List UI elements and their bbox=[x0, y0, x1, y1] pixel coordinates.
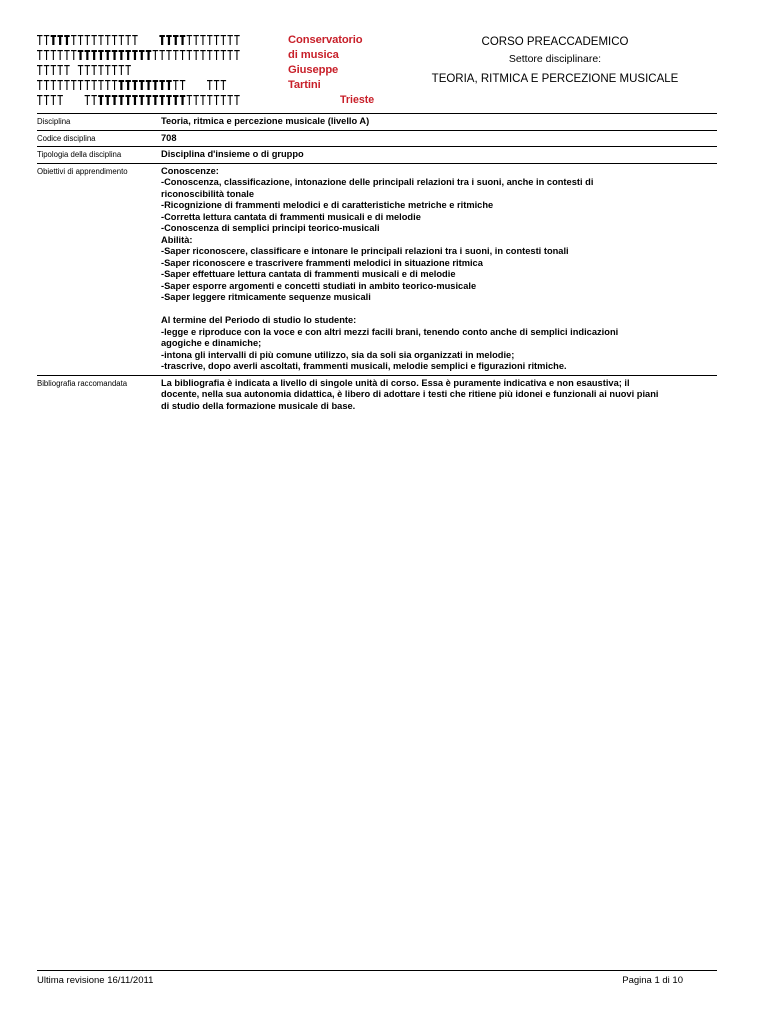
value-line: docente, nella sua autonomia didattica, è libero di adottare i testi che ritiene più idonei e funzionali ai nuovi piani bbox=[161, 389, 659, 399]
value-line: -trascrive, dopo averli ascoltati, frammenti musicali, melodie semplici e figurazioni ritmiche. bbox=[161, 361, 567, 371]
value-line: 708 bbox=[161, 132, 177, 143]
course-details-table bbox=[37, 113, 717, 414]
row-value bbox=[161, 149, 717, 161]
value-line: Conoscenze: bbox=[161, 165, 219, 176]
value-line: riconoscibilità tonale bbox=[161, 188, 254, 199]
value-line: agogiche e dinamiche; bbox=[161, 338, 262, 348]
course-name: TEORIA, RITMICA E PERCEZIONE MUSICALE bbox=[431, 73, 679, 85]
value-line: -Ricognizione di frammenti melodici e di caratteristiche metriche e ritmiche bbox=[161, 200, 494, 210]
table-row bbox=[37, 113, 717, 130]
value-line: Abilità: bbox=[161, 234, 193, 245]
row-value bbox=[161, 133, 717, 145]
row-label: Bibliografia raccomandata bbox=[37, 378, 128, 388]
conservatorio-logo-text bbox=[288, 33, 398, 106]
row-value bbox=[161, 378, 717, 413]
row-value bbox=[161, 116, 717, 128]
page-number: Pagina 1 di 10 bbox=[622, 975, 683, 986]
value-line: -Saper leggere ritmicamente sequenze musicali bbox=[161, 292, 371, 302]
value-line: -Saper esporre argomenti e concetti studiati in ambito teorico-musicale bbox=[161, 280, 477, 291]
value-line: di studio della formazione musicale di base. bbox=[161, 400, 356, 411]
value-line: -Saper riconoscere, classificare e intonare le principali relazioni tra i suoni, in contesti tonali bbox=[161, 246, 569, 256]
course-title: CORSO PREACCADEMICO bbox=[481, 36, 629, 48]
value-line: Disciplina d'insieme o di gruppo bbox=[161, 149, 304, 159]
conservatorio-logo-mark bbox=[37, 33, 242, 108]
logo-line: Tartini bbox=[288, 79, 321, 91]
page-footer bbox=[37, 970, 717, 987]
logo-line: Giuseppe bbox=[288, 64, 339, 76]
logo-line: Conservatorio bbox=[288, 34, 363, 46]
course-subtitle: Settore disciplinare: bbox=[508, 53, 602, 65]
revision-date: Ultima revisione 16/11/2011 bbox=[37, 975, 154, 986]
row-label: Obiettivi di apprendimento bbox=[37, 166, 128, 176]
value-line: -Saper riconoscere e trascrivere frammenti melodici in situazione ritmica bbox=[161, 257, 483, 268]
value-line: La bibliografia è indicata a livello di singole unità di corso. Essa è puramente indicativa e non esaustiva; il bbox=[161, 377, 630, 388]
value-line: -Corretta lettura cantata di frammenti musicali e di melodie bbox=[161, 211, 421, 222]
value-line: -legge e riproduce con la voce e con altri mezzi facili brani, tenendo conto anche di semplici indicazioni bbox=[161, 326, 619, 337]
value-line bbox=[161, 304, 717, 316]
table-row bbox=[37, 146, 717, 163]
value-line: -intona gli intervalli di più comune utilizzo, sia da soli sia organizzati in melodie; bbox=[161, 349, 515, 360]
value-line: Teoria, ritmica e percezione musicale (livello A) bbox=[161, 116, 370, 126]
logo-city: Trieste bbox=[340, 94, 375, 106]
value-line: Al termine del Periodo di studio lo studente: bbox=[161, 315, 357, 325]
table-row bbox=[37, 130, 717, 147]
row-label: Codice disciplina bbox=[37, 133, 96, 143]
logo-line: di musica bbox=[288, 49, 339, 61]
row-label: Tipologia della disciplina bbox=[37, 150, 122, 159]
table-row bbox=[37, 163, 717, 375]
row-label: Disciplina bbox=[37, 117, 71, 126]
row-value bbox=[161, 166, 717, 373]
value-line: -Conoscenza di semplici principi teorico-musicali bbox=[161, 223, 380, 233]
course-heading bbox=[410, 35, 700, 86]
value-line: -Saper effettuare lettura cantata di frammenti musicali e di melodie bbox=[161, 269, 456, 279]
table-row bbox=[37, 375, 717, 415]
value-line: -Conoscenza, classificazione, intonazione delle principali relazioni tra i suoni, anche in contesti di bbox=[161, 177, 594, 187]
